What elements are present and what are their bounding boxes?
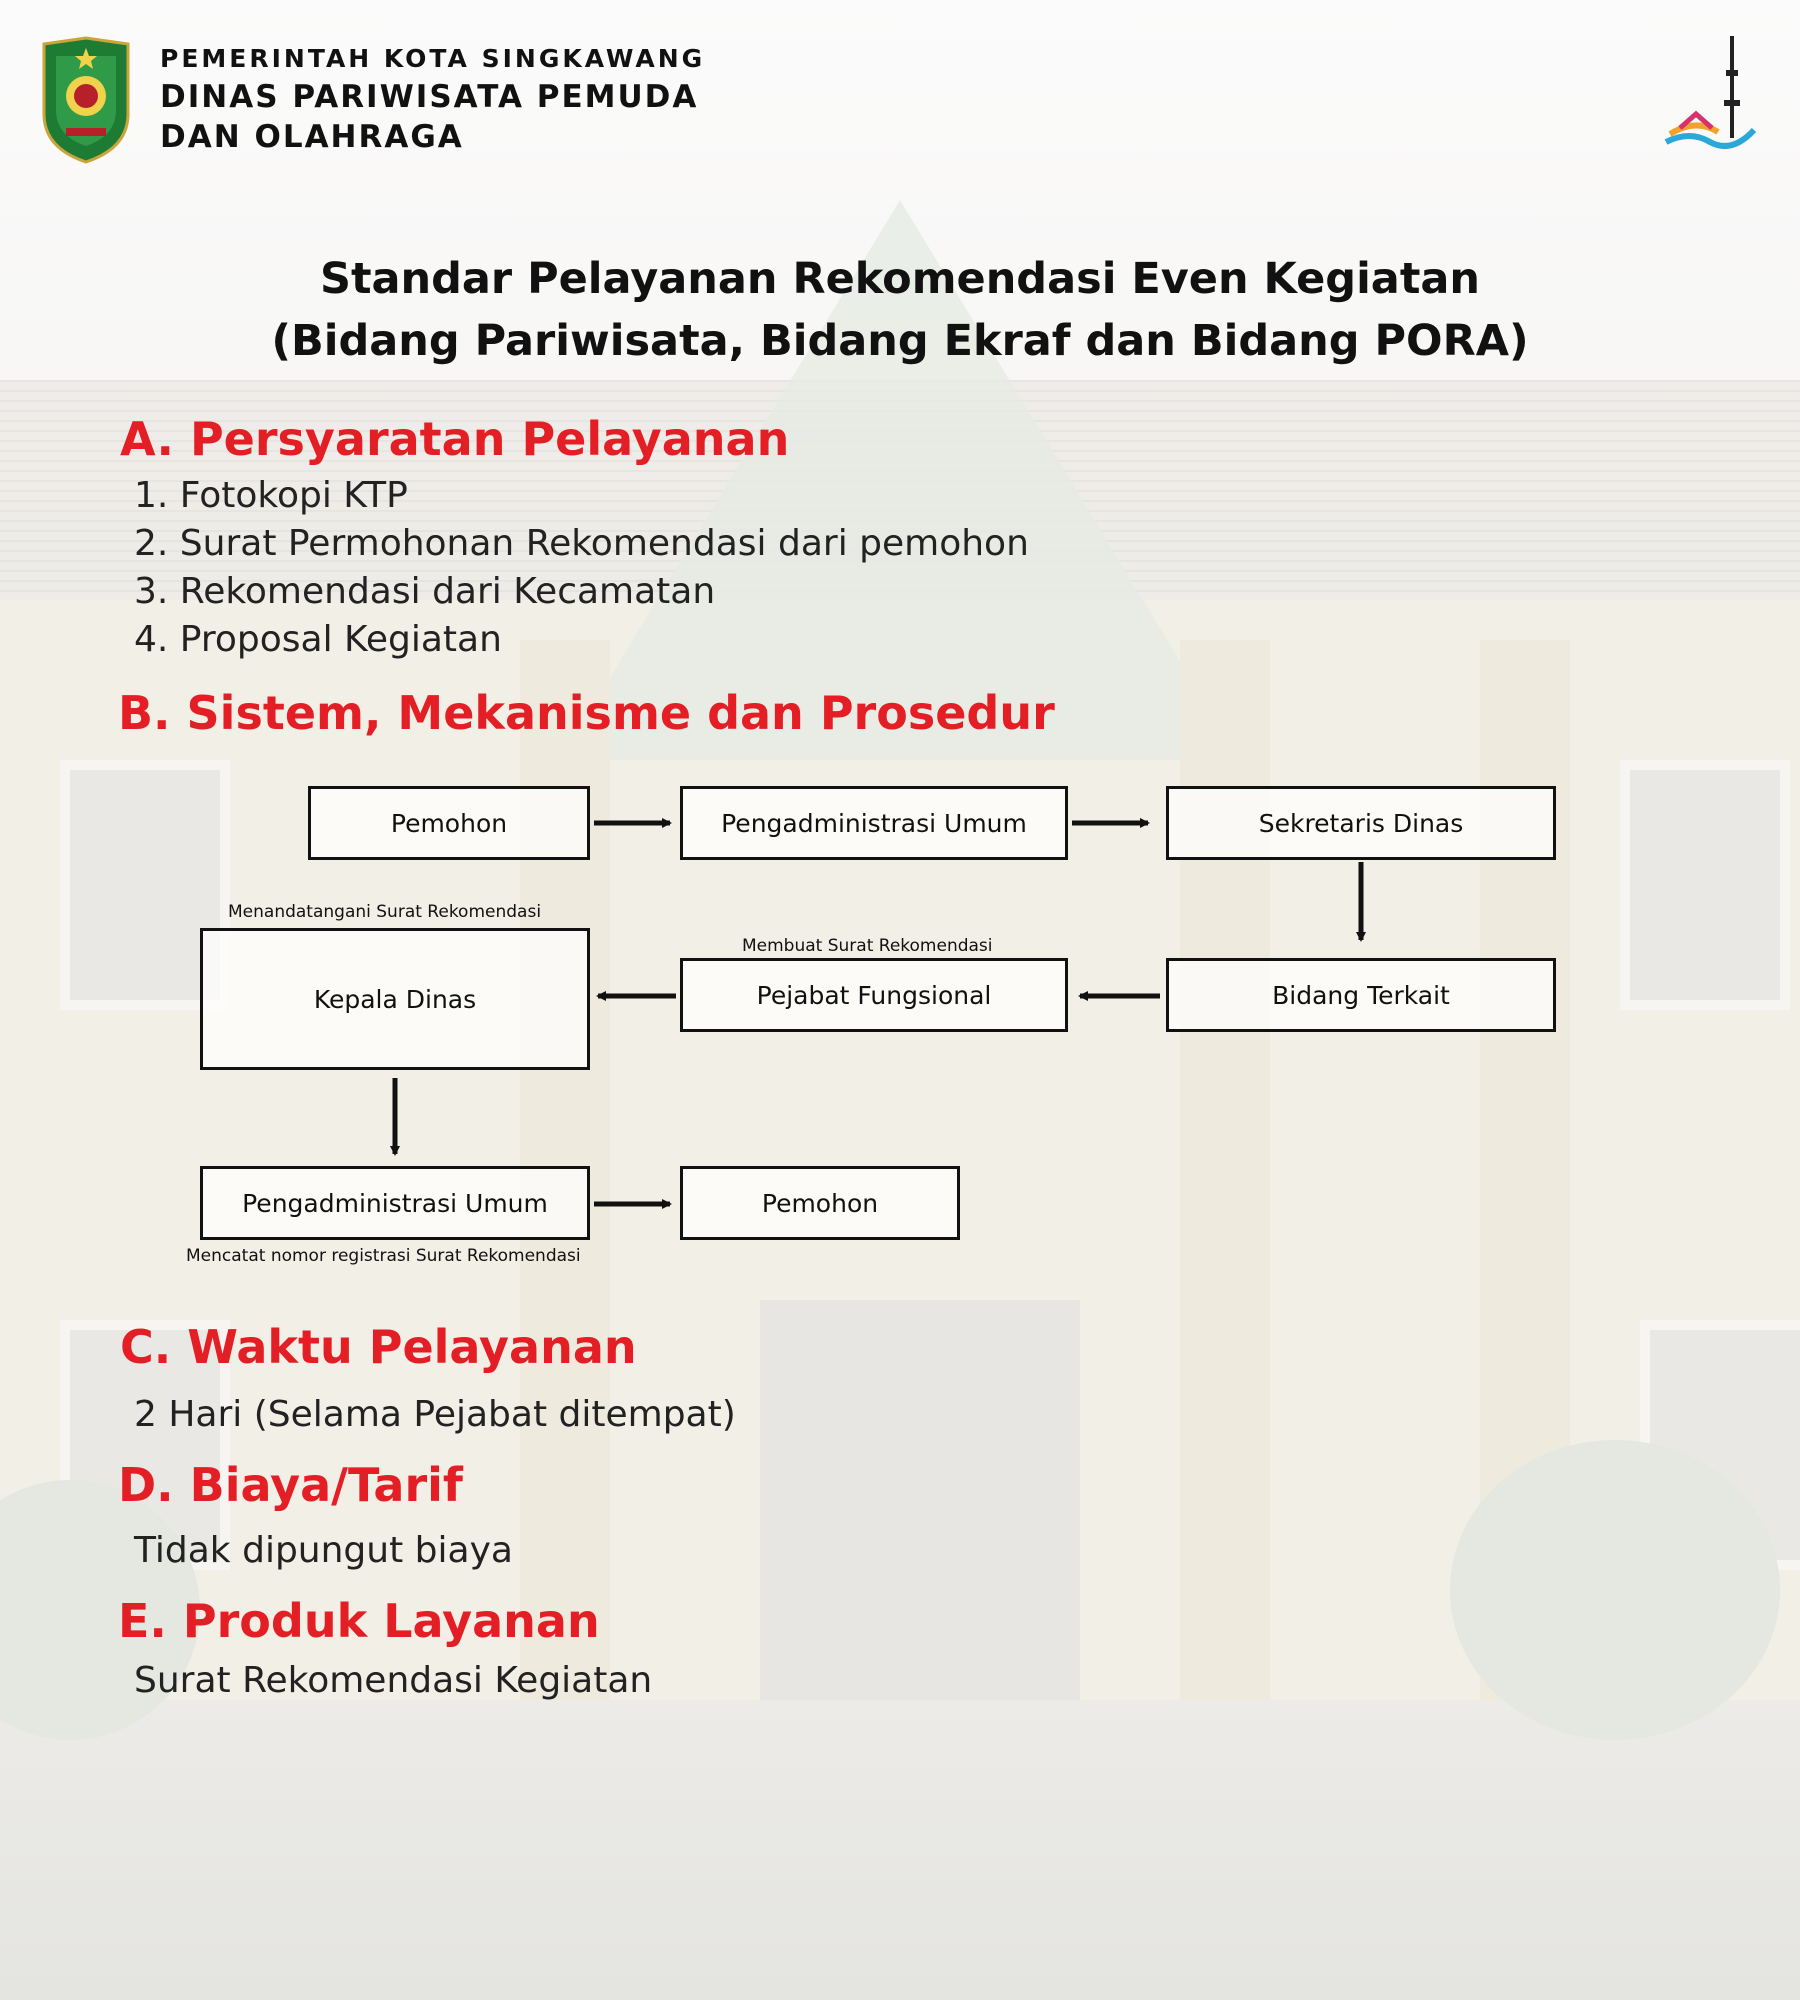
list-item: 1. Fotokopi KTP: [134, 475, 408, 516]
section-e-text: Surat Rekomendasi Kegiatan: [134, 1660, 653, 1701]
section-b-heading: B. Sistem, Mekanisme dan Prosedur: [118, 686, 1055, 740]
list-item: 4. Proposal Kegiatan: [134, 619, 502, 660]
section-c-text: 2 Hari (Selama Pejabat ditempat): [134, 1394, 736, 1435]
flow-box-bidang-terkait: Bidang Terkait: [1166, 958, 1556, 1032]
flow-box-pemohon: Pemohon: [308, 786, 590, 860]
flow-box-pengadministrasi-umum: Pengadministrasi Umum: [680, 786, 1068, 860]
section-a-heading: A. Persyaratan Pelayanan: [120, 412, 790, 466]
title-line-1: Standar Pelayanan Rekomendasi Even Kegiatan: [319, 254, 1481, 304]
note-pengadministrasi-umum: Mencatat nomor registrasi Surat Rekomendasi: [186, 1246, 581, 1266]
org-line-1: PEMERINTAH KOTA SINGKAWANG: [160, 43, 706, 73]
section-e-heading: E. Produk Layanan: [118, 1594, 600, 1648]
title-line-2: (Bidang Pariwisata, Bidang Ekraf dan Bidang PORA): [271, 316, 1529, 366]
list-item: 2. Surat Permohonan Rekomendasi dari pemohon: [134, 523, 1029, 564]
org-line-3: DAN OLAHRAGA: [160, 118, 464, 155]
flow-box-kepala-dinas: Kepala Dinas: [200, 928, 590, 1070]
note-kepala-dinas: Menandatangani Surat Rekomendasi: [228, 902, 542, 922]
org-line-2: DINAS PARIWISATA PEMUDA: [160, 78, 699, 115]
note-pejabat-fungsional: Membuat Surat Rekomendasi: [742, 936, 993, 956]
flow-box-pejabat-fungsional: Pejabat Fungsional: [680, 958, 1068, 1032]
section-d-heading: D. Biaya/Tarif: [118, 1458, 463, 1512]
section-d-text: Tidak dipungut biaya: [134, 1530, 513, 1571]
list-item: 3. Rekomendasi dari Kecamatan: [134, 571, 716, 612]
flow-box-pemohon-2: Pemohon: [680, 1166, 960, 1240]
flow-box-sekretaris-dinas: Sekretaris Dinas: [1166, 786, 1556, 860]
section-c-heading: C. Waktu Pelayanan: [120, 1320, 637, 1374]
flow-box-pengadministrasi-umum-2: Pengadministrasi Umum: [200, 1166, 590, 1240]
